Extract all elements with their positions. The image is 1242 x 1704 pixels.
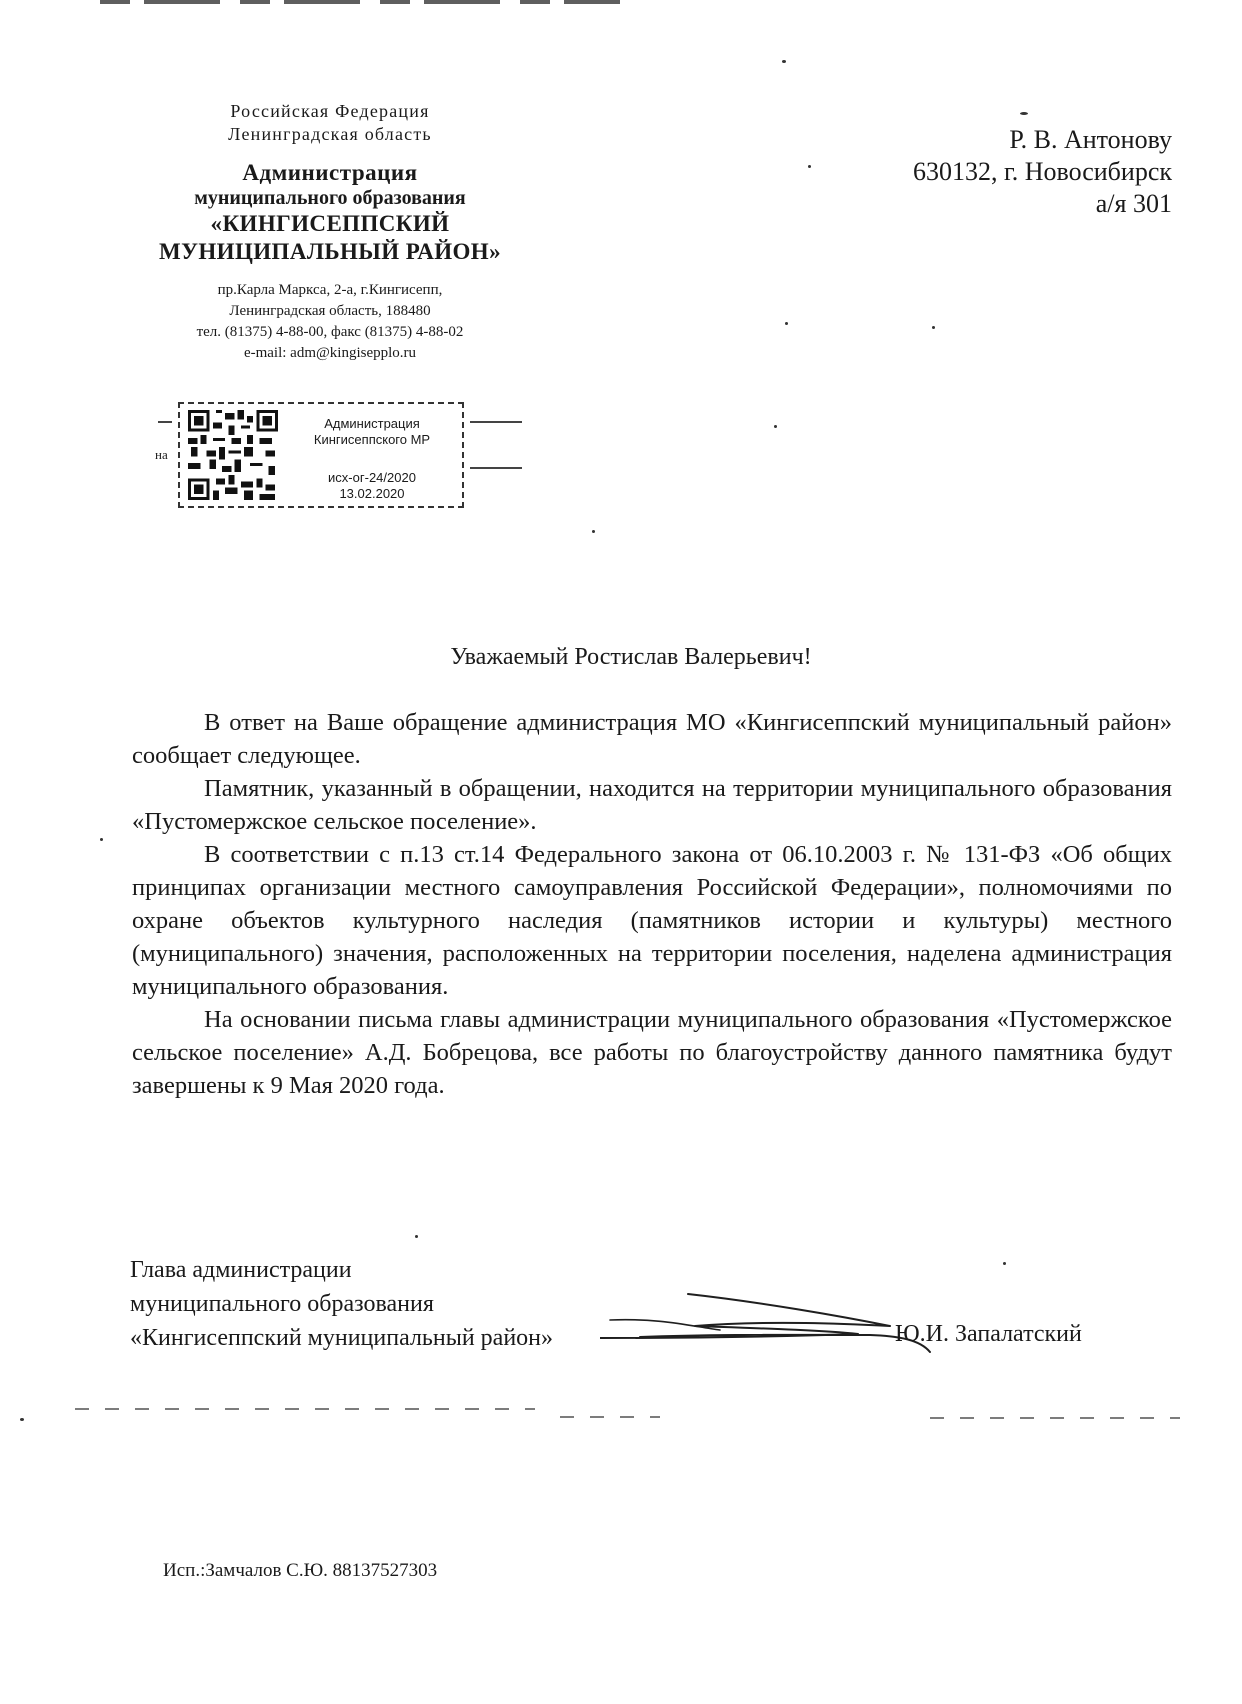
signatory-name: Ю.И. Запалатский xyxy=(895,1321,1082,1347)
letterhead-org-line4: МУНИЦИПАЛЬНЫЙ РАЙОН» xyxy=(159,239,501,264)
signatory-title-line1: Глава администрации xyxy=(130,1257,352,1283)
scan-dash-artifact xyxy=(75,1408,535,1410)
scan-speck xyxy=(782,60,786,63)
stamp-reg-date: 13.02.2020 xyxy=(339,486,405,501)
letterhead-org-line2: муниципального образования xyxy=(194,187,466,209)
signatory-title-line2: муниципального образования xyxy=(130,1291,434,1317)
scan-speck xyxy=(808,165,811,168)
letterhead-country: Российская Федерация xyxy=(230,101,430,121)
letterhead xyxy=(120,100,540,364)
scan-speck xyxy=(100,838,103,841)
scan-speck xyxy=(20,1418,24,1421)
scan-dash-artifact xyxy=(560,1416,660,1418)
addressee-name: Р. В. Антонову xyxy=(1009,125,1172,154)
letter-paragraph: Памятник, указанный в обращении, находится на территории муниципального образования «Пустомержское сельское поселение». xyxy=(132,775,1172,835)
letterhead-org-line3: «КИНГИСЕППСКИЙ xyxy=(210,211,450,236)
registration-stamp xyxy=(178,402,464,508)
letter-paragraph: На основании письма главы администрации муниципального образования «Пустомержское сельское поселение» А.Д. Бобрецова, все работы по благоустройству данного памятника будут завершены к 9 Мая 2020 года. xyxy=(132,1006,1172,1099)
stamp-registration xyxy=(284,470,460,502)
letterhead-address-line2: Ленинградская область, 188480 xyxy=(229,303,431,319)
stamp-org xyxy=(284,416,460,448)
scan-edge-artifact xyxy=(100,0,620,4)
letterhead-email: e-mail: adm@kingisepplo.ru xyxy=(243,345,417,361)
stamp-field-line xyxy=(470,467,522,469)
scan-speck xyxy=(592,530,595,533)
executor-contact: Исп.:Замчалов С.Ю. 88137527303 xyxy=(163,1560,438,1581)
letterhead-region: Ленинградская область xyxy=(228,124,432,144)
scan-speck xyxy=(774,425,777,428)
scan-speck xyxy=(785,322,788,325)
letter-salutation: Уважаемый Ростислав Валерьевич! xyxy=(450,644,812,670)
handwritten-signature xyxy=(600,1280,980,1360)
qr-code-icon xyxy=(188,410,278,500)
letter-paragraph: В соответствии с п.13 ст.14 Федерального закона от 06.10.2003 г. № 131-ФЗ «Об общих принципах организации местного самоуправления Российской Федерации», полномочиями по охране объектов культурного наследия (памятников истории и культуры) местного (муниципального) значения, расположенных на территории поселения, наделена администрация муниципального образования. xyxy=(132,841,1172,1000)
addressee-po-box: а/я 301 xyxy=(1095,189,1172,218)
scan-dash-artifact xyxy=(930,1417,1180,1419)
addressee-city: 630132, г. Новосибирск xyxy=(912,157,1172,186)
stamp-reg-number: исх-ог-24/2020 xyxy=(328,470,416,485)
scan-speck xyxy=(932,326,935,329)
letter-paragraph: В ответ на Ваше обращение администрация МО «Кингисеппский муниципальный район» сообщает следующее. xyxy=(132,709,1172,769)
letterhead-address xyxy=(120,280,540,364)
stamp-field-line xyxy=(158,421,172,423)
stamp-field-line xyxy=(470,421,522,423)
letterhead-org-line1: Администрация xyxy=(242,160,418,185)
scan-speck xyxy=(415,1235,418,1238)
addressee-block xyxy=(913,124,1172,220)
letterhead-address-line1: пр.Карла Маркса, 2-а, г.Кингисепп, xyxy=(217,282,443,298)
letter-body xyxy=(132,706,1172,1102)
scan-speck xyxy=(1003,1262,1006,1265)
signatory-title-line3: «Кингисеппский муниципальный район» xyxy=(130,1325,554,1351)
signatory-title xyxy=(130,1253,553,1355)
stamp-na-label: на xyxy=(155,447,168,462)
stamp-org-line2: Кингисеппского МР xyxy=(313,432,431,447)
letterhead-phone: тел. (81375) 4-88-00, факс (81375) 4-88-02 xyxy=(196,324,464,340)
stamp-org-line1: Администрация xyxy=(324,416,420,431)
scan-speck xyxy=(1020,112,1028,115)
